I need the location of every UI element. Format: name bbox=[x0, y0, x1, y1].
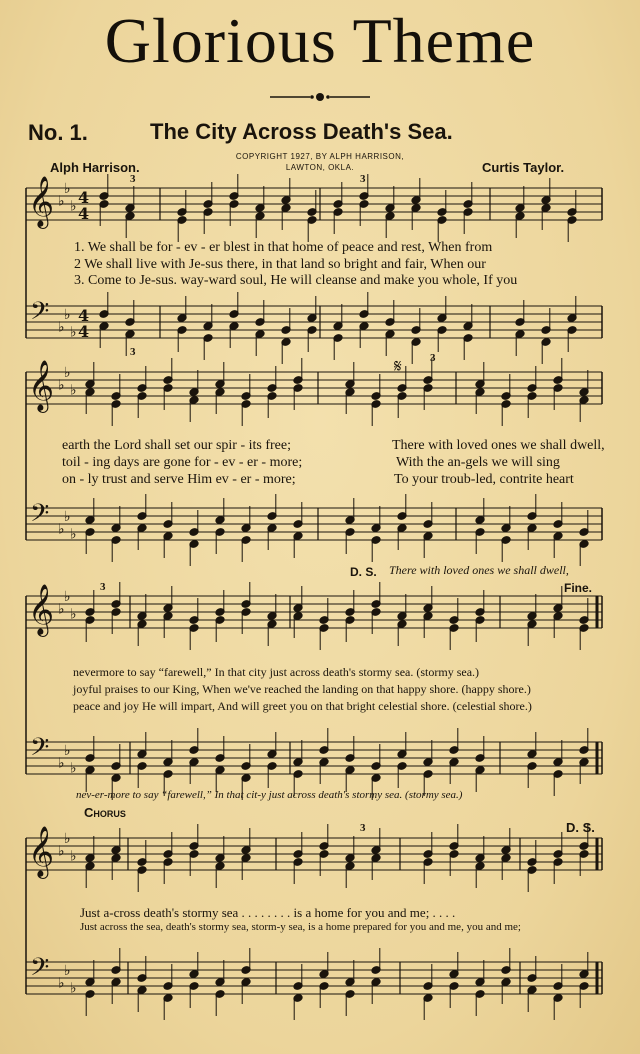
chorus-label: Chorus bbox=[84, 805, 126, 820]
triplet-mark: 3 bbox=[130, 173, 136, 185]
flat-icon: ♭ bbox=[70, 324, 77, 341]
flat-icon: ♭ bbox=[64, 742, 71, 759]
chorus-line-1: Just a-cross death's stormy sea . . . . . . . . is a home for you and me; . . . . bbox=[80, 905, 456, 920]
verse-3-line-1: 3. Come to Je-sus. way-ward soul, He will cleanse and make you whole, If you bbox=[74, 273, 518, 288]
flat-icon: ♭ bbox=[70, 606, 77, 623]
triplet-mark: 3 bbox=[100, 581, 106, 593]
flat-icon: ♭ bbox=[64, 180, 71, 197]
verse-3-line-2b: To your troub-led, contrite heart bbox=[394, 472, 574, 487]
verse-2-line-3: joyful praises to our King, When we've reached the landing on that happy shore. (happy shore.) bbox=[73, 682, 531, 696]
book-title: Glorious Theme bbox=[104, 5, 536, 76]
flat-icon: ♭ bbox=[64, 830, 71, 847]
flat-icon: ♭ bbox=[58, 843, 65, 860]
verse-1-line-3: nevermore to say “farewell,” In that city just across death's stormy sea. (stormy sea.) bbox=[73, 665, 480, 679]
treble-clef-icon: 𝄞 bbox=[28, 584, 55, 635]
verse-2-line-1: 2 We shall live with Je-sus there, in that land so bright and fair, When our bbox=[74, 257, 486, 272]
treble-clef-icon: 𝄞 bbox=[28, 176, 55, 227]
treble-clef-icon: 𝄞 bbox=[28, 360, 55, 411]
flat-icon: ♭ bbox=[64, 962, 71, 979]
flat-icon: ♭ bbox=[58, 377, 65, 394]
flat-icon: ♭ bbox=[70, 382, 77, 399]
time-signature-top: 4 bbox=[78, 188, 90, 207]
triplet-mark: 3 bbox=[360, 173, 366, 185]
verse-1-line-2: earth the Lord shall set our spir - its free; bbox=[62, 438, 291, 453]
verse-1-line-2b: There with loved ones we shall dwell, bbox=[392, 438, 605, 453]
verse-3-line-2: on - ly trust and serve Him ev - er - more; bbox=[62, 472, 296, 487]
segno-icon: 𝄋 bbox=[394, 356, 402, 377]
flat-icon: ♭ bbox=[70, 980, 77, 997]
hymn-title: The City Across Death's Sea. bbox=[150, 119, 453, 144]
flat-icon: ♭ bbox=[70, 848, 77, 865]
bass-clef-icon: 𝄢 bbox=[30, 733, 50, 768]
triplet-mark: 3 bbox=[130, 346, 136, 358]
flat-icon: ♭ bbox=[70, 198, 77, 215]
fine-marker: Fine. bbox=[564, 581, 593, 595]
triplet-mark: 3 bbox=[430, 352, 436, 364]
flat-icon: ♭ bbox=[58, 521, 65, 538]
flat-icon: ♭ bbox=[58, 601, 65, 618]
bass-clef-icon: 𝄢 bbox=[30, 499, 50, 534]
ds-instruction: There with loved ones we shall dwell, bbox=[389, 563, 569, 577]
flat-icon: ♭ bbox=[70, 760, 77, 777]
flat-icon: ♭ bbox=[64, 306, 71, 323]
flat-icon: ♭ bbox=[64, 364, 71, 381]
bass-lyric-line: nev-er-more to say “farewell,” In that cit-y just across death's stormy sea. (stormy sea.) bbox=[76, 789, 463, 801]
hymn-number: No. 1. bbox=[28, 120, 88, 145]
composer-credit: Curtis Taylor. bbox=[482, 160, 565, 175]
author-credit: Alph Harrison. bbox=[50, 160, 140, 175]
flat-icon: ♭ bbox=[58, 193, 65, 210]
verse-2-line-2: toil - ing days are gone for - ev - er - more; bbox=[62, 455, 303, 470]
verse-1-line-1: 1. We shall be for - ev - er blest in that home of peace and rest, When from bbox=[74, 240, 493, 255]
time-signature-top: 4 bbox=[78, 306, 90, 325]
time-signature-bottom: 4 bbox=[78, 322, 90, 341]
bass-clef-icon: 𝄢 bbox=[30, 953, 50, 988]
flat-icon: ♭ bbox=[58, 975, 65, 992]
copyright-line-2: LAWTON, OKLA. bbox=[285, 163, 355, 172]
flat-icon: ♭ bbox=[64, 508, 71, 525]
chorus-line-2: Just across the sea, death's stormy sea, storm-y sea, is a home prepared for you and me, you and me; bbox=[80, 921, 521, 933]
copyright-line-1: COPYRIGHT 1927, BY ALPH HARRISON, bbox=[235, 152, 405, 161]
bass-clef-icon: 𝄢 bbox=[30, 297, 50, 332]
flat-icon: ♭ bbox=[58, 755, 65, 772]
verse-2-line-2b: With the an-gels we will sing bbox=[396, 455, 560, 470]
verse-3-line-3: peace and joy He will impart, And will greet you on that bright celestial shore. (celestial shore.) bbox=[73, 699, 532, 713]
flat-icon: ♭ bbox=[70, 526, 77, 543]
chorus-ds-marker: D. S. bbox=[566, 820, 595, 835]
time-signature-bottom: 4 bbox=[78, 204, 90, 223]
flat-icon: ♭ bbox=[64, 588, 71, 605]
ds-marker: D. S. bbox=[350, 565, 377, 579]
flat-icon: ♭ bbox=[58, 319, 65, 336]
treble-clef-icon: 𝄞 bbox=[28, 826, 55, 877]
triplet-mark: 3 bbox=[360, 822, 366, 834]
